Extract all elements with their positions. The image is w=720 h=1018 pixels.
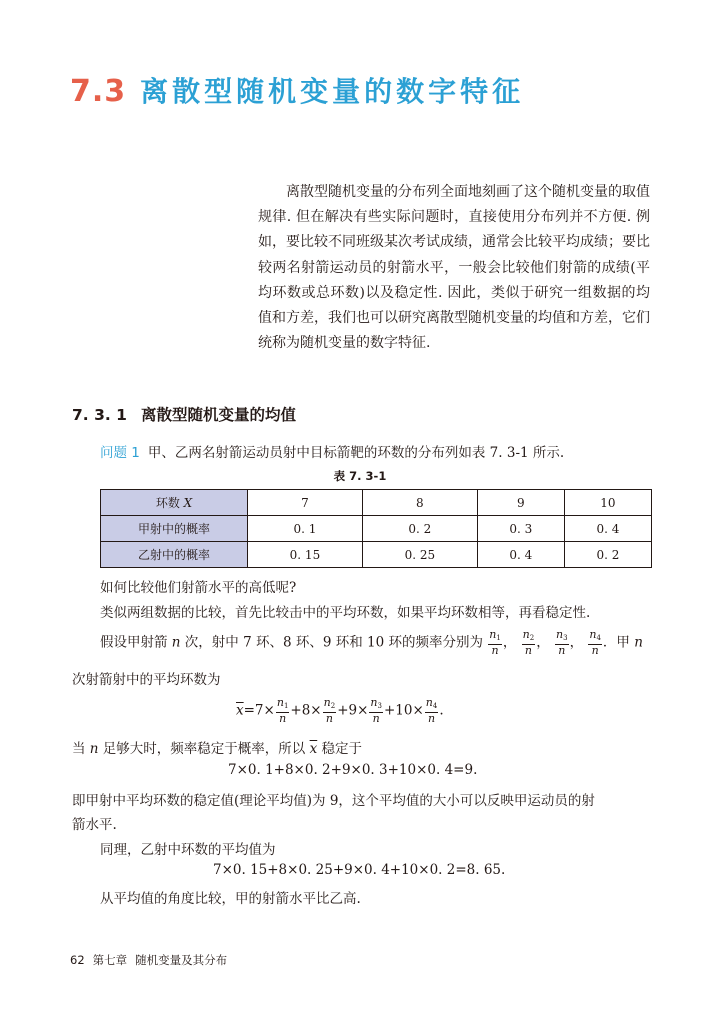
likewise-line: 同理，乙射中环数的平均值为 bbox=[100, 842, 276, 858]
fraction: $\frac{n_4}{n}$ bbox=[589, 628, 601, 657]
similar-line: 类似两组数据的比较，首先比较击中的平均环数，如果平均环数相等，再看稳定性. bbox=[100, 605, 591, 621]
table-cell: 0. 1 bbox=[248, 516, 363, 542]
table-cell: 0. 4 bbox=[477, 542, 564, 568]
table-cell: 9 bbox=[477, 490, 564, 516]
problem-text: 甲、乙两名射箭运动员射中目标箭靶的环数的分布列如表 7. 3-1 所示. bbox=[147, 445, 565, 461]
chapter-title: 随机变量及其分布 bbox=[135, 953, 228, 967]
problem-label: 问题 1 bbox=[100, 445, 140, 461]
table-row bbox=[101, 542, 652, 568]
table-row-label: 乙射中的概率 bbox=[101, 542, 248, 568]
page-footer bbox=[70, 952, 227, 968]
mean-formula: $\overline{x}=7\times$ $\frac{n_1}{n}$ +8× $\frac{n_2}{n}$ +9× $\frac{n_3}{n}$ +10× $\frac{n_4}{n}$ . bbox=[236, 696, 444, 725]
table-cell: 0. 25 bbox=[362, 542, 477, 568]
question-line: 如何比较他们射箭水平的高低呢? bbox=[100, 580, 297, 596]
fraction: $\frac{n_3}{n}$ bbox=[556, 628, 568, 657]
table-cell: 7 bbox=[248, 490, 363, 516]
table-cell: 8 bbox=[362, 490, 477, 516]
fraction: $\frac{n_2}{n}$ bbox=[522, 628, 535, 657]
fraction: $\frac{n_2}{n}$ bbox=[323, 696, 336, 725]
fraction: $\frac{n_4}{n}$ bbox=[425, 696, 438, 725]
intro-paragraph bbox=[258, 180, 650, 356]
table-cell: 0. 4 bbox=[564, 516, 651, 542]
assume-line: 假设甲射箭 n 次，射中 7 环、8 环、9 环和 10 环的频率分别为 $\frac{n_1}{n}$ ， $\frac{n_2}{n}$ ， $\frac{n_3}{n}$ ， $\frac{n_4}{n}$ ．甲 n bbox=[100, 628, 643, 657]
table-cell: 10 bbox=[564, 490, 651, 516]
table-header-label: 环数 X bbox=[101, 490, 248, 516]
assume-line-2: 次射箭射中的平均环数为 bbox=[72, 672, 221, 688]
stable-line-2: 箭水平. bbox=[72, 817, 117, 833]
table-row bbox=[101, 516, 652, 542]
distribution-table bbox=[100, 489, 652, 568]
section-heading bbox=[70, 70, 524, 110]
table-cell: 0. 2 bbox=[564, 542, 651, 568]
problem-statement bbox=[100, 441, 564, 461]
fraction: $\frac{n_1}{n}$ bbox=[489, 628, 501, 657]
table-row-label: 甲射中的概率 bbox=[101, 516, 248, 542]
section-number: 7.3 bbox=[70, 74, 127, 109]
page-number: 62 bbox=[70, 953, 85, 967]
table-cell: 0. 3 bbox=[477, 516, 564, 542]
formula-b: 7×0. 15+8×0. 25+9×0. 4+10×0. 2=8. 65. bbox=[213, 862, 506, 878]
section-title: 离散型随机变量的数字特征 bbox=[140, 75, 525, 108]
subsection-heading bbox=[72, 403, 296, 425]
subsection-title: 离散型随机变量的均值 bbox=[140, 406, 296, 424]
fraction: $\frac{n_1}{n}$ bbox=[276, 696, 289, 725]
intro-text: 离散型随机变量的分布列全面地刻画了这个随机变量的取值规律. 但在解决有些实际问题时，直接使用分布列并不方便. 例如，要比较不同班级某次考试成绩，通常会比较平均成绩；要比较两名射箭运动员的射箭水平，一般会比较他们射箭的成绩(平均环数或总环数)以及稳定性. 因此，类似于研究一组数据的均值和方差，我们也可以研究离散型随机变量的均值和方差，它们统称为随机变量的数字特征. bbox=[258, 184, 650, 352]
when-line: 当 n 足够大时，频率稳定于概率，所以 $\overline{x}$ 稳定于 bbox=[72, 741, 363, 757]
table-cell: 0. 15 bbox=[248, 542, 363, 568]
conclusion-line: 从平均值的角度比较，甲的射箭水平比乙高. bbox=[100, 891, 361, 907]
formula-a: 7×0. 1+8×0. 2+9×0. 3+10×0. 4=9. bbox=[228, 762, 478, 778]
fraction: $\frac{n_3}{n}$ bbox=[370, 696, 382, 725]
subsection-number: 7. 3. 1 bbox=[72, 406, 127, 424]
table-row bbox=[101, 490, 652, 516]
table-caption: 表 7. 3-1 bbox=[333, 469, 387, 483]
table-cell: 0. 2 bbox=[362, 516, 477, 542]
chapter-label: 第七章 bbox=[92, 953, 128, 967]
stable-line-1: 即甲射中平均环数的稳定值(理论平均值)为 9，这个平均值的大小可以反映甲运动员的射 bbox=[72, 793, 595, 809]
